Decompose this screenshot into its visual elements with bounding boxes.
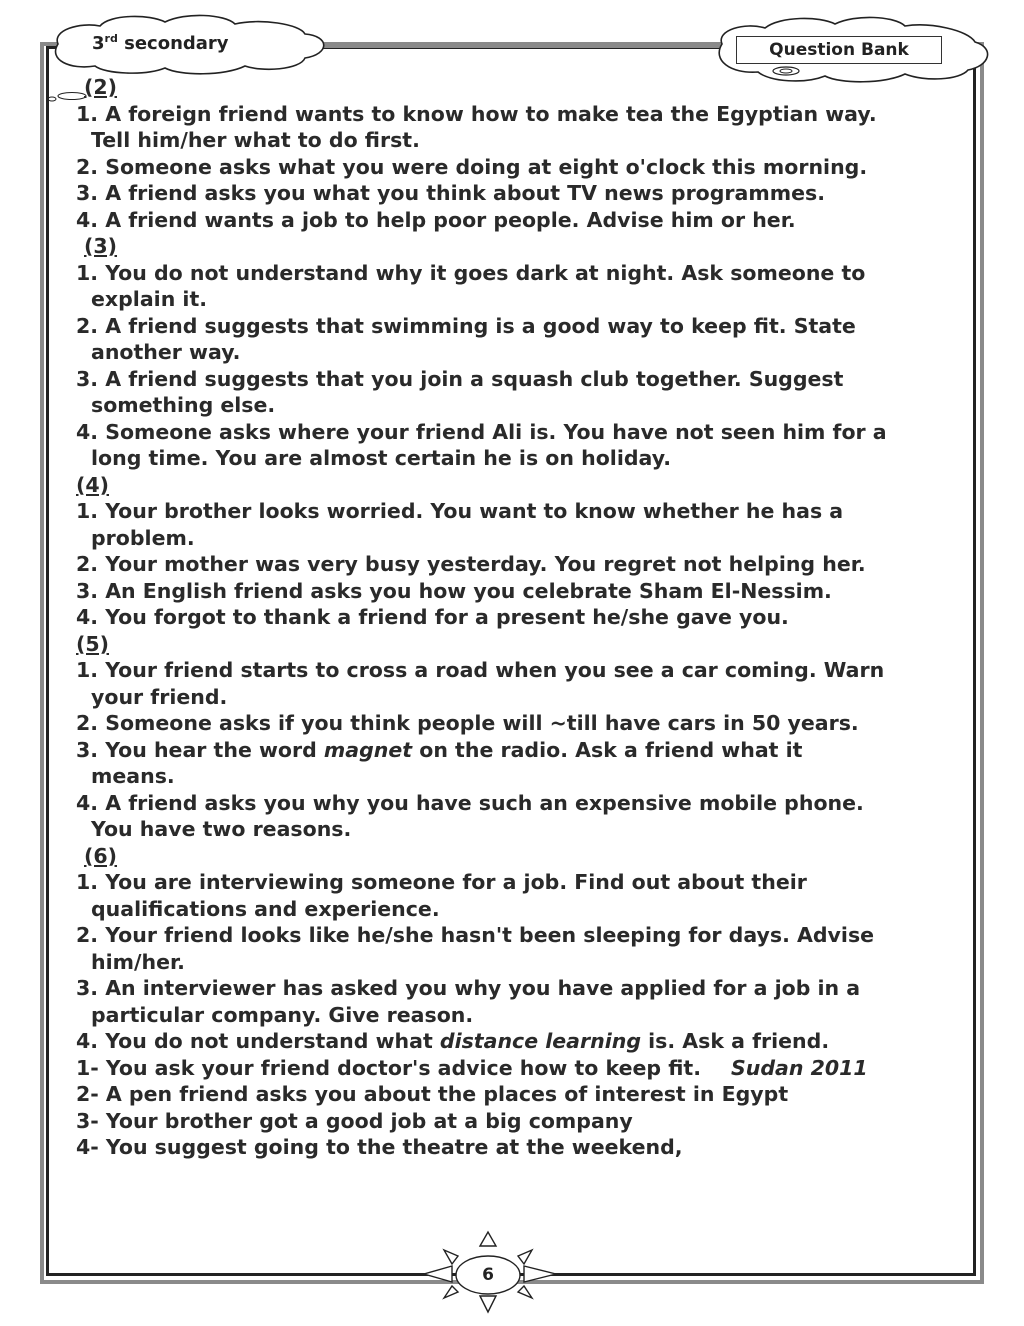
sun-ray (518, 1286, 532, 1298)
question-item: 2. Your mother was very busy yesterday. You regret not helping her. (76, 552, 866, 576)
question-item: 2. Someone asks if you think people will ~till have cars in 50 years. (76, 711, 859, 735)
sun-ray (424, 1266, 452, 1282)
term-distance-learning: distance learning (439, 1029, 641, 1053)
section-heading-5: (5) (76, 631, 110, 656)
page-number: 6 (482, 1265, 494, 1285)
sun-ray (480, 1296, 496, 1312)
exam-source: Sudan 2011 (731, 1055, 868, 1080)
question-item: 2. Your friend looks like he/she hasn't been sleeping for days. Advise (76, 923, 875, 947)
question-item-cont: something else. (91, 393, 276, 417)
question-bank-label: Question Bank (736, 36, 942, 64)
question-item: 4. You do not understand what distance learning is. Ask a friend. (76, 1029, 830, 1053)
question-item: 3. An English friend asks you how you celebrate Sham El-Nessim. (76, 578, 832, 603)
question-item: 3. You hear the word magnet on the radio. Ask a friend what it (76, 737, 803, 762)
question-item-cont: Tell him/her what to do first. (91, 128, 420, 152)
word-magnet: magnet (323, 737, 413, 762)
extra-question: 1- You ask your friend doctor's advice how to keep fit. Sudan 2011 (76, 1055, 868, 1080)
question-item: 2. Someone asks what you were doing at eight o'clock this morning. (76, 154, 868, 179)
question-item-cont: particular company. Give reason. (91, 1002, 474, 1027)
question-list (76, 74, 966, 1161)
question-item-cont: your friend. (91, 684, 228, 709)
question-item: 1. You do not understand why it goes dark at night. Ask someone to (76, 260, 866, 285)
extra-question: 4- You suggest going to the theatre at the weekend, (76, 1135, 683, 1159)
question-item: 4. Someone asks where your friend Ali is. You have not seen him for a (76, 419, 887, 444)
grade-label: 3rd secondary (92, 32, 229, 54)
header-bar (300, 42, 730, 48)
extra-question: 2- A pen friend asks you about the places of interest in Egypt (76, 1082, 789, 1106)
sun-ray (524, 1266, 556, 1282)
question-item-cont: him/her. (91, 949, 185, 974)
extra-question: 3- Your brother got a good job at a big company (76, 1108, 633, 1133)
section-heading-6: (6) (84, 843, 118, 868)
section-heading-4: (4) (76, 472, 110, 497)
question-item: 3. An interviewer has asked you why you have applied for a job in a (76, 976, 861, 1000)
question-item: 4. A friend asks you why you have such an expensive mobile phone. (76, 790, 864, 815)
question-item: 1. Your friend starts to cross a road when you see a car coming. Warn (76, 658, 885, 682)
question-item-cont: another way. (91, 340, 241, 364)
question-item: 2. A friend suggests that swimming is a good way to keep fit. State (76, 313, 856, 338)
question-item: 1. A foreign friend wants to know how to make tea the Egyptian way. (76, 101, 877, 126)
question-item: 4. A friend wants a job to help poor people. Advise him or her. (76, 207, 796, 232)
question-item-cont: You have two reasons. (91, 817, 352, 841)
question-item: 4. You forgot to thank a friend for a present he/she gave you. (76, 605, 789, 629)
section-heading-2: (2) (84, 75, 118, 99)
question-item: 3. A friend suggests that you join a squash club together. Suggest (76, 366, 844, 391)
question-item-cont: problem. (91, 525, 195, 550)
sun-ray (480, 1232, 496, 1246)
question-item: 1. Your brother looks worried. You want to know whether he has a (76, 499, 844, 523)
question-item-cont: qualifications and experience. (91, 896, 440, 921)
question-item: 1. You are interviewing someone for a job. Find out about their (76, 870, 807, 894)
question-item-cont: long time. You are almost certain he is on holiday. (91, 446, 671, 470)
section-heading-3: (3) (84, 234, 118, 258)
question-item-cont: explain it. (91, 287, 208, 311)
sun-ray (518, 1250, 532, 1264)
question-item-cont: means. (91, 764, 175, 788)
question-item: 3. A friend asks you what you think about TV news programmes. (76, 181, 825, 205)
